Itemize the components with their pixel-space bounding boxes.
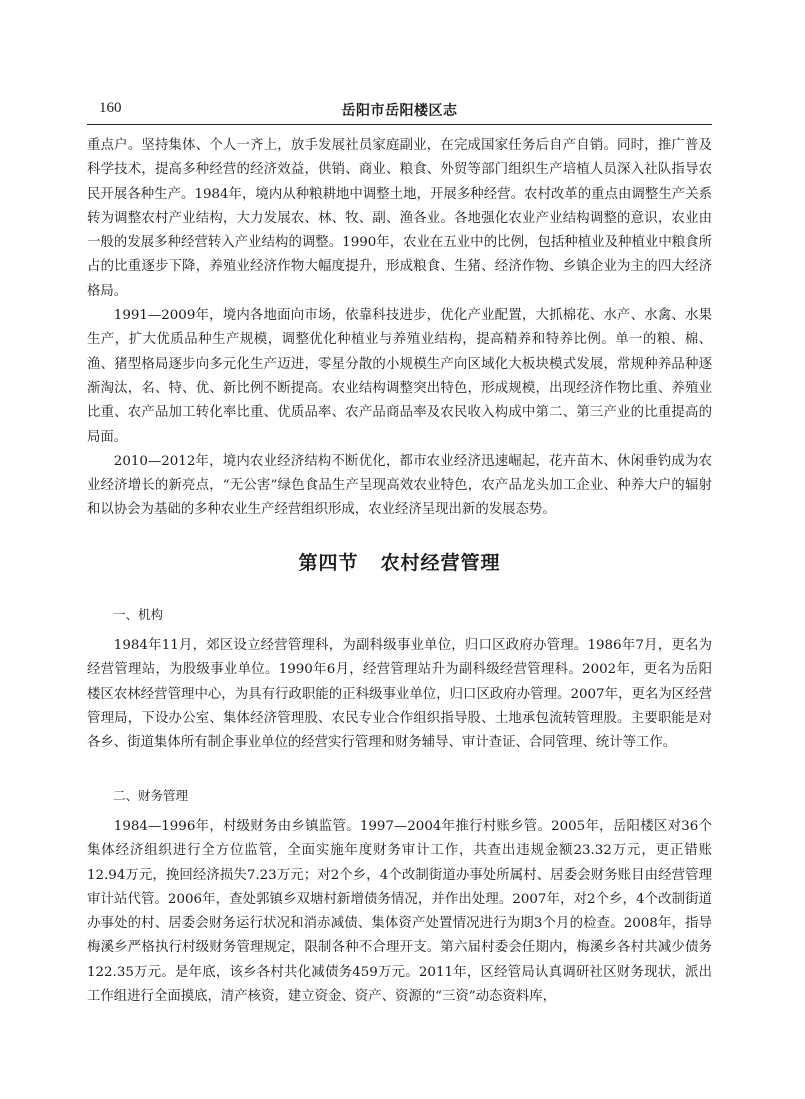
subsection-heading: 二、财务管理 <box>113 788 189 803</box>
paragraph: 重点户。坚持集体、个人一齐上，放手发展社员家庭副业，在完成国家任务后自产自销。同时，推广普及科学技术，提高多种经营的经济效益，供销、商业、粮食、外贸等部门组织生产培植人员深入社队指导农民开展各种生产。1984年，境内从种粮耕地中调整土地，开展多种经营。农村改革的重点由调整生产关系转为调整农村产业结构，大力发展农、林、牧、副、渔各业。各地强化农业产业结构调整的意识，农业由一般的发展多种经营转入产业结构的调整。1990年，农业在五业中的比例，包括种植业及种植业中粮食所占的比重逐步下降，养殖业经济作物大幅度提升，形成粮食、生猪、经济作物、乡镇企业为主的四大经济格局。 <box>87 138 712 299</box>
paragraph: 1991—2009年，境内各地面向市场，依靠科技进步，优化产业配置，大抓棉花、水产、水禽、水果生产，扩大优质品种生产规模，调整优化种植业与养殖业结构，提高精养和特养比例。单一的粮、棉、渔、猪型格局逐步向多元化生产迈进，零星分散的小规模生产向区域化大板块模式发展，常规种养品种逐渐淘汰，名、特、优、新比例不断提高。农业结构调整突出特色，形成规模，出现经济作物比重、养殖业比重、农产品加工转化率比重、优质品率、农产品商品率及农民收入构成中第二、第三产业的比重提高的局面。 <box>87 308 712 445</box>
header-rule <box>87 124 712 125</box>
intro-text-block <box>87 134 712 523</box>
book-title: 岳阳市岳阳楼区志 <box>341 103 458 119</box>
subsection-text-block <box>87 815 712 1009</box>
section-number: 第四节 <box>298 552 359 574</box>
paragraph: 2010—2012年，境内农业经济结构不断优化，都市农业经济迅速崛起，花卉苗木、休闲垂钓成为农业经济增长的新亮点，“无公害”绿色食品生产呈现高效农业特色，农产品龙头加工企业、种养大户的辐射和以协会为基础的多种农业生产经营组织形成，农业经济呈现出新的发展态势。 <box>87 453 712 518</box>
page-number: 160 <box>99 100 122 116</box>
running-header <box>87 100 712 122</box>
paragraph: 1984年11月，郊区设立经营管理科，为副科级事业单位，归口区政府办管理。1986年7月，更名为经营管理站，为股级事业单位。1990年6月，经营管理站升为副科级经营管理科。2002年，更名为岳阳楼区农林经营管理中心，为具有行政职能的正科级事业单位，归口区政府办管理。2007年，更名为区经营管理局，下设办公室、集体经济管理股、农民专业合作组织指导股、土地承包流转管理股。主要职能是对各乡、街道集体所有制企事业单位的经营实行管理和财务辅导、审计查证、合同管理、统计等工作。 <box>87 638 712 751</box>
subsection-text-block <box>87 634 712 755</box>
paragraph: 1984—1996年，村级财务由乡镇监管。1997—2004年推行村账乡管。2005年，岳阳楼区对36个集体经济组织进行全方位监管，全面实施年度财务审计工作，共查出违规金额23.32万元，更正错账12.94万元，挽回经济损失7.23万元；对2个乡，4个改制街道办事处所属村、居委会财务账目由经营管理审计站代管。2006年，查处郭镇乡双塘村新增债务情况，并作出处理。2007年，对2个乡，4个改制街道办事处的村、居委会财务运行状况和消赤减债、集体资产处置情况进行为期3个月的检查。2008年，指导梅溪乡严格执行村级财务管理规定，限制各种不合理开支。第六届村委会任期内，梅溪乡各村共减少债务122.35万元。是年底，该乡各村共化减债务459万元。2011年，区经管局认真调研社区财务现状，派出工作组进行全面摸底，清产核资，建立资金、资产、资源的“三资”动态资料库， <box>87 819 712 1005</box>
section-title: 农村经营管理 <box>380 552 501 574</box>
section-heading <box>87 548 712 575</box>
subsection-heading: 一、机构 <box>113 607 164 622</box>
